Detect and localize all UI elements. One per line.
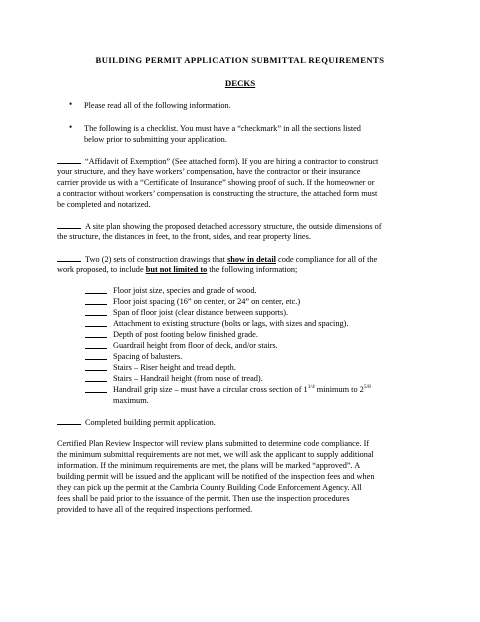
checklist-item: Stairs – Riser height and tread depth. xyxy=(113,363,236,372)
closing-line: the minimum submittal requirements are not met, we will ask the applicant to supply additional xyxy=(57,450,374,459)
affidavit-line: your structure, and they have workers’ compensation, have the contractor or their insurance xyxy=(57,167,361,176)
bullet-text: Please read all of the following information. xyxy=(84,101,231,110)
checklist-item: Floor joist size, species and grade of wood. xyxy=(113,286,257,295)
construction-line: work proposed, to include but not limited to the following information; xyxy=(57,265,298,274)
checklist-item: Spacing of balusters. xyxy=(113,352,183,361)
affidavit-line: be completed and notarized. xyxy=(57,200,151,209)
checklist-item: Stairs – Handrail height (from nose of tread). xyxy=(113,374,263,383)
closing-line: building permit will be issued and the applicant will be notified of the inspection fees and when xyxy=(57,472,375,481)
checkbox-blank[interactable] xyxy=(57,416,81,425)
site-plan-line: A site plan showing the proposed detached accessory structure, the outside dimensions of xyxy=(57,220,382,232)
checklist-item: Span of floor joist (clear distance between supports). xyxy=(113,308,289,317)
bullet-text: below prior to submitting your application. xyxy=(84,135,227,144)
closing-line: Certified Plan Review Inspector will review plans submitted to determine code compliance. If xyxy=(57,439,370,448)
page-subtitle: DECKS xyxy=(224,78,256,88)
affidavit-line: a contractor without workers’ compensation is constructing the structure, the attached form must xyxy=(57,189,378,198)
item-blank[interactable] xyxy=(85,384,107,396)
checklist-item-handrail-cont: maximum. xyxy=(113,396,149,405)
checkbox-blank[interactable] xyxy=(57,155,81,164)
checkbox-blank[interactable] xyxy=(57,220,81,229)
site-plan-line: the structure, the distances in feet, to the front, sides, and rear property lines. xyxy=(57,232,311,241)
completed-line: Completed building permit application. xyxy=(57,416,216,428)
checklist-item: Floor joist spacing (16” on center, or 24” on center, etc.) xyxy=(113,297,301,306)
checklist-item: Guardrail height from floor of deck, and/or stairs. xyxy=(113,341,278,350)
bullet-text: The following is a checklist. You must have a “checkmark” in all the sections listed xyxy=(84,124,361,133)
checklist-item: Attachment to existing structure (bolts or lags, with sizes and spacing). xyxy=(113,319,349,328)
closing-line: information. If the minimum requirements are met, the plans will be marked “approved”. A xyxy=(57,461,361,470)
checkbox-blank[interactable] xyxy=(57,253,81,262)
bullet-dot: • xyxy=(69,122,73,132)
affidavit-line: carrier provide us with a “Certificate of Insurance” showing proof of such. If the homeowner or xyxy=(57,178,375,187)
closing-line: fees shall be paid prior to the issuance of the permit. Then use the inspection procedures xyxy=(57,494,350,503)
bullet-dot: • xyxy=(69,99,73,109)
affidavit-line: “Affidavit of Exemption” (See attached form). If you are hiring a contractor to construct xyxy=(57,155,378,167)
page-title: BUILDING PERMIT APPLICATION SUBMITTAL REQUIREMENTS xyxy=(95,55,385,65)
construction-line: Two (2) sets of construction drawings that show in detail code compliance for all of the xyxy=(57,253,377,265)
checklist-item: Depth of post footing below finished grade. xyxy=(113,330,258,339)
checklist-item-handrail: Handrail grip size – must have a circular cross section of $1^{1/4}$ minimum to $2^{5/8}$ xyxy=(113,384,371,394)
closing-line: they can pick up the permit at the Cambria County Building Code Enforcement Agency. All xyxy=(57,483,362,492)
closing-line: provided to have all of the required inspections performed. xyxy=(57,505,253,514)
